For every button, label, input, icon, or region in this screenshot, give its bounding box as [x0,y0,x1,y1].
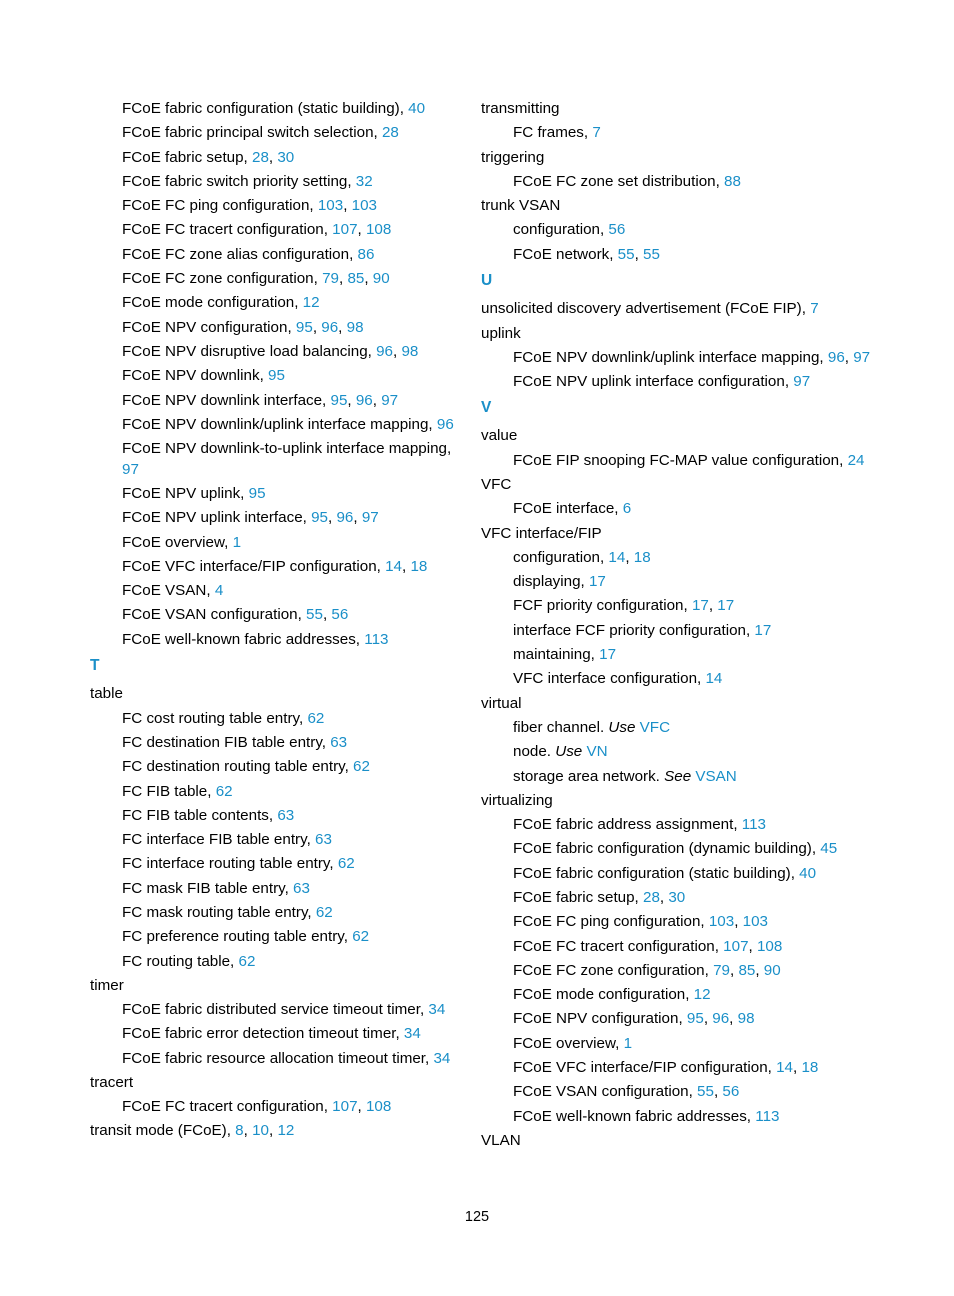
index-subentry [90,878,465,900]
index-subentry: FCoE VFC interface/FIP configuration, 14, 18 [513,1059,819,1077]
index-term: FC interface FIB table entry, [122,831,316,849]
page-link-28[interactable]: 28 [381,124,399,142]
page-link-17[interactable]: 17 [717,597,735,615]
index-term: FC destination FIB table entry, [122,733,331,751]
index-entry [90,1072,465,1094]
index-subentry: FCoE FC tracert configuration, 107, 108 [122,221,392,239]
page-link-6[interactable]: 6 [622,500,632,518]
page-link-96[interactable]: 96 [712,1010,730,1028]
index-term: displaying, [513,573,589,591]
page-link-95[interactable]: 95 [330,391,348,409]
page-link-62[interactable]: 62 [215,782,233,800]
index-subentry [481,863,941,885]
page-link-28[interactable]: 28 [643,889,660,906]
page-link-108[interactable]: 108 [365,1097,392,1115]
page-link-17[interactable]: 17 [691,597,709,615]
index-subentry [90,98,465,120]
index-term: VFC interface/FIP [481,524,602,542]
page-link-79[interactable]: 79 [322,270,339,288]
page-link-34[interactable]: 34 [433,1049,451,1067]
page-link-14[interactable]: 14 [385,557,402,575]
page-link-107[interactable]: 107 [723,937,749,955]
index-subentry: FCoE VSAN configuration, 55, 56 [122,606,349,624]
index-term: FCoE fabric address assignment, [513,816,742,834]
index-term: VFC [481,475,512,493]
page-link-4[interactable]: 4 [214,582,224,600]
index-term: FCoE VSAN configuration, [122,606,307,624]
index-column-left [90,98,465,1144]
index-entry [481,98,941,120]
page-link-8[interactable]: 8 [235,1122,244,1140]
index-term: FCoE FC zone configuration, [513,961,714,979]
index-subentry: FCoE FC ping configuration, 103, 103 [122,197,377,215]
page-link-63[interactable]: 63 [315,831,332,849]
page-link-32[interactable]: 32 [355,172,373,190]
index-entry [481,693,941,715]
index-term: FCoE NPV uplink, [122,484,249,502]
page-link-62[interactable]: 62 [315,904,333,921]
index-subentry [90,756,465,778]
index-subentry: FCoE FC zone configuration, 79, 85, 90 [122,270,390,288]
page-link-34[interactable]: 34 [403,1025,421,1043]
page-link-56[interactable]: 56 [722,1083,740,1101]
index-subentry [90,805,465,827]
index-term: FCoE NPV disruptive load balancing, [122,342,377,360]
index-entry [481,1130,941,1152]
index-subentry: FCoE NPV configuration, 95, 96, 98 [513,1010,755,1028]
page-link-90[interactable]: 90 [763,961,781,979]
index-subentry: FCoE FC tracert configuration, 107, 108 [513,937,783,955]
index-term: FC preference routing table entry, [122,928,353,946]
index-subentry [481,219,941,241]
index-subentry [481,766,941,788]
index-term: FCoE FC tracert configuration, [122,221,333,239]
page-link-55[interactable]: 55 [697,1083,714,1101]
page-link-96[interactable]: 96 [355,391,373,409]
page-link-12[interactable]: 12 [277,1122,295,1140]
index-term: trunk VSAN [481,197,561,215]
index-entry [481,523,941,545]
page-link-95[interactable]: 95 [248,484,266,502]
index-subentry: FCoE FC zone configuration, 79, 85, 90 [513,961,781,979]
index-subentry [481,838,941,860]
index-term: FCoE fabric switch priority setting, [122,172,356,190]
index-term: FC FIB table, [122,782,216,800]
index-term: transmitting [481,100,560,117]
page-link-56[interactable]: 56 [331,606,349,624]
page-link-55[interactable]: 55 [643,245,660,263]
index-term: FC mask FIB table entry, [122,879,294,897]
index-subentry [481,371,941,393]
index-term: FCoE fabric resource allocation timeout timer, [122,1049,434,1067]
index-subentry [481,171,941,193]
page-link-85[interactable]: 85 [738,961,756,979]
page-link-17[interactable]: 17 [588,573,606,591]
index-term: FCoE FC zone alias configuration, [122,245,358,263]
page-link-96[interactable]: 96 [436,415,454,433]
index-letter-heading: V [481,398,492,416]
index-term: FCoE NPV downlink/uplink interface mapping, [513,348,828,366]
page-link-95[interactable]: 95 [268,367,285,385]
index-subentry: FCoE FC ping configuration, 103, 103 [513,913,768,931]
page-link-63[interactable]: 63 [330,733,348,751]
page-link-103[interactable]: 103 [351,197,377,215]
index-term: VFC interface configuration, [513,670,706,688]
index-term: FCoE well-known fabric addresses, [513,1107,756,1125]
cross-reference-link-vsan[interactable]: VSAN [695,767,737,785]
index-term: FCoE fabric configuration (static building), [122,100,409,117]
index-term: FCoE FC ping configuration, [122,197,318,215]
index-term: FCoE network, [513,245,618,263]
index-term: FCoE fabric principal switch selection, [122,124,382,142]
index-term: FCoE fabric setup, [122,148,252,166]
index-subentry [90,438,465,481]
index-term: virtual [481,694,522,712]
index-term: FCoE VFC interface/FIP configuration, [122,557,386,575]
index-term: FCoE NPV configuration, [513,1010,687,1028]
index-subentry: FCoE NPV uplink interface, 95, 96, 97 [122,509,379,527]
page-link-98[interactable]: 98 [737,1010,755,1028]
page-link-96[interactable]: 96 [376,342,394,360]
index-term: FCoE VSAN, [122,582,215,600]
page-link-95[interactable]: 95 [295,318,313,336]
index-term: storage area network. [513,767,665,785]
page-link-28[interactable]: 28 [252,148,269,166]
index-term: FC mask routing table entry, [122,904,316,921]
page-link-55[interactable]: 55 [617,245,635,263]
page-link-30[interactable]: 30 [277,148,295,166]
page-link-96[interactable]: 96 [321,318,339,336]
index-term: timer [90,976,124,994]
index-subentry: FCoE NPV configuration, 95, 96, 98 [122,318,364,336]
page-link-7[interactable]: 7 [592,124,601,142]
page-link-113[interactable]: 113 [755,1107,780,1125]
index-term: FC frames, [513,124,593,142]
index-term: FCoE FC ping configuration, [513,913,709,931]
page-link-97[interactable]: 97 [361,509,379,527]
index-subentry [90,829,465,851]
index-term: FCoE NPV downlink/uplink interface mapping, [122,415,437,433]
index-subentry [481,498,941,520]
index-entry [481,298,941,320]
index-subentry: configuration, 14, 18 [513,548,651,566]
index-term: FCoE overview, [122,533,233,551]
page-link-103[interactable]: 103 [708,913,735,931]
index-subentry [481,814,941,836]
index-entry [481,474,941,496]
cross-reference-keyword: Use [608,718,636,736]
index-term: maintaining, [513,646,600,664]
page-link-98[interactable]: 98 [346,318,364,336]
page-link-18[interactable]: 18 [633,548,651,566]
page-link-12[interactable]: 12 [302,294,320,312]
page-link-113[interactable]: 113 [741,816,766,834]
index-subentry [481,1106,941,1128]
index-subentry: FCF priority configuration, 17, 17 [513,597,735,615]
index-term: FCoE VSAN configuration, [513,1083,698,1101]
index-term: FCoE mode configuration, [513,986,694,1004]
page-link-97[interactable]: 97 [381,391,399,409]
page-link-95[interactable]: 95 [686,1010,704,1028]
index-subentry [90,244,465,266]
page-link-97[interactable]: 97 [793,372,811,390]
cross-reference-keyword: See [664,767,692,785]
index-term: configuration, [513,548,609,566]
index-entry: transit mode (FCoE), 8, 10, 12 [90,1122,295,1140]
index-term: FCoE overview, [513,1034,624,1052]
cross-reference-keyword: Use [555,743,583,761]
page-link-1[interactable]: 1 [623,1034,633,1052]
page-link-96[interactable]: 96 [827,348,845,366]
index-subentry: FCoE NPV downlink interface, 95, 96, 97 [122,391,399,409]
page-link-79[interactable]: 79 [713,961,730,979]
index-subentry [90,732,465,754]
index-term: FC FIB table contents, [122,806,278,824]
index-term: FCoE fabric error detection timeout timer, [122,1025,404,1043]
index-term: FCoE FC tracert configuration, [513,937,724,955]
page-link-17[interactable]: 17 [754,621,772,639]
page-link-97[interactable]: 97 [853,348,871,366]
index-term: FCoE mode configuration, [122,294,303,312]
index-subentry [481,717,941,739]
index-subentry [90,414,465,436]
page-link-85[interactable]: 85 [347,270,365,288]
page-link-62[interactable]: 62 [307,709,325,727]
page-link-18[interactable]: 18 [801,1059,819,1077]
index-entry [481,195,941,217]
page-number: 125 [464,1209,490,1225]
page-link-24[interactable]: 24 [847,451,865,469]
index-term: FCoE fabric configuration (dynamic building), [513,840,821,858]
page-link-45[interactable]: 45 [820,840,838,858]
index-entry [481,323,941,345]
index-term: FC routing table, [122,952,239,970]
index-term: interface FCF priority configuration, [513,621,755,639]
index-term: FCoE fabric distributed service timeout timer, [122,1001,429,1019]
index-term: value [481,427,518,445]
page-link-62[interactable]: 62 [352,928,370,946]
index-subentry [90,708,465,730]
index-term: FCoE well-known fabric addresses, [122,630,365,648]
page-link-103[interactable]: 103 [742,913,768,931]
index-term: virtualizing [481,791,553,809]
index-letter-heading: T [90,656,100,674]
page-link-14[interactable]: 14 [776,1059,793,1077]
index-subentry [481,1033,941,1055]
index-subentry [481,984,941,1006]
index-term: FCoE FIP snooping FC-MAP value configuration, [513,451,848,469]
index-subentry [481,741,941,763]
page-link-103[interactable]: 103 [317,197,344,215]
index-term: FCoE FC zone configuration, [122,270,323,288]
index-term: table [90,685,123,703]
page-link-55[interactable]: 55 [306,606,323,624]
index-term: FCoE NPV uplink interface, [122,509,312,527]
index-subentry [90,532,465,554]
index-subentry [481,620,941,642]
index-term: FC cost routing table entry, [122,709,308,727]
index-entry [90,975,465,997]
index-subentry: FCoE FC tracert configuration, 107, 108 [122,1097,392,1115]
page-link-108[interactable]: 108 [756,937,783,955]
page-link-34[interactable]: 34 [428,1001,446,1019]
index-term: FCoE interface, [513,500,623,518]
index-term: FCoE VFC interface/FIP configuration, [513,1059,777,1077]
page-link-40[interactable]: 40 [799,864,817,882]
index-subentry: FCoE VSAN configuration, 55, 56 [513,1083,740,1101]
index-term: FCoE fabric configuration (static building), [513,864,800,882]
index-term: FC destination routing table entry, [122,758,354,776]
page-link-97[interactable]: 97 [122,461,139,479]
page-link-30[interactable]: 30 [668,889,686,906]
index-term: configuration, [513,221,609,239]
index-subentry [481,668,941,690]
page-link-63[interactable]: 63 [293,879,310,897]
page-link-1[interactable]: 1 [232,533,242,551]
index-term: FCoE NPV uplink interface configuration, [513,372,794,390]
index-term: FCoE NPV downlink, [122,367,269,385]
index-subentry [90,580,465,602]
index-subentry [90,926,465,948]
index-subentry [90,999,465,1021]
page-link-63[interactable]: 63 [277,806,295,824]
index-term: node. [513,743,556,761]
index-subentry: FCoE fabric setup, 28, 30 [122,148,295,166]
index-subentry: FCoE fabric setup, 28, 30 [513,889,686,906]
page-link-113[interactable]: 113 [364,630,389,648]
page-link-62[interactable]: 62 [337,855,355,873]
index-subentry [90,853,465,875]
index-column-right [481,98,941,1154]
index-term: tracert [90,1073,134,1091]
page-link-12[interactable]: 12 [693,986,711,1004]
index-entry [481,425,941,447]
index-term: triggering [481,148,545,166]
page-link-108[interactable]: 108 [365,221,392,239]
page-link-90[interactable]: 90 [372,270,390,288]
page-link-14[interactable]: 14 [705,670,723,688]
index-subentry [481,644,941,666]
index-term: FCoE NPV configuration, [122,318,296,336]
index-subentry [90,122,465,144]
index-term: FCoE fabric setup, [513,889,643,906]
index-term: FCoE FC tracert configuration, [122,1097,333,1115]
page-link-62[interactable]: 62 [353,758,370,776]
page-link-88[interactable]: 88 [724,172,741,190]
page-link-40[interactable]: 40 [408,100,426,117]
index-subentry [90,171,465,193]
index-subentry: FCoE VFC interface/FIP configuration, 14, 18 [122,557,428,575]
index-term: FCF priority configuration, [513,597,692,615]
index-term: FCoE NPV downlink interface, [122,391,331,409]
index-subentry [481,571,941,593]
index-entry [90,683,465,705]
page-link-107[interactable]: 107 [332,221,358,239]
index-subentry [90,951,465,973]
page-link-17[interactable]: 17 [599,646,617,664]
index-subentry [90,292,465,314]
index-term: fiber channel. [513,718,609,736]
index-subentry [90,365,465,387]
cross-reference-link-vn[interactable]: VN [586,743,608,761]
page-link-95[interactable]: 95 [311,509,328,527]
page-link-14[interactable]: 14 [608,548,626,566]
index-subentry [481,450,941,472]
page-link-107[interactable]: 107 [332,1097,358,1115]
page-link-98[interactable]: 98 [401,342,419,360]
index-term: FC interface routing table entry, [122,855,338,873]
index-entry [481,790,941,812]
page-link-7[interactable]: 7 [810,300,819,318]
page-link-62[interactable]: 62 [238,952,256,970]
page-link-18[interactable]: 18 [410,557,428,575]
index-subentry [90,629,465,651]
index-subentry [90,1048,465,1070]
index-entry [481,147,941,169]
page-link-10[interactable]: 10 [252,1122,269,1140]
index-subentry [90,902,465,924]
index-term: VLAN [481,1131,521,1149]
index-subentry: FCoE NPV downlink/uplink interface mapping, 96, 97 [513,348,871,366]
index-subentry [90,781,465,803]
index-term: FCoE NPV downlink-to-uplink interface mapping, [122,439,452,457]
index-subentry [481,122,941,144]
index-letter-heading: U [481,271,493,289]
page-link-86[interactable]: 86 [357,245,375,263]
index-subentry [90,1023,465,1045]
index-subentry: FCoE NPV disruptive load balancing, 96, 98 [122,342,419,360]
index-term: FCoE FC zone set distribution, [513,172,725,190]
page-link-96[interactable]: 96 [336,509,354,527]
index-subentry: FCoE network, 55, 55 [513,245,660,263]
index-term: transit mode (FCoE), [90,1122,236,1140]
page-link-56[interactable]: 56 [608,221,626,239]
index-term: unsolicited discovery advertisement (FCoE FIP), [481,300,811,318]
cross-reference-link-vfc[interactable]: VFC [639,718,671,736]
index-term: uplink [481,324,521,342]
index-subentry [90,483,465,505]
